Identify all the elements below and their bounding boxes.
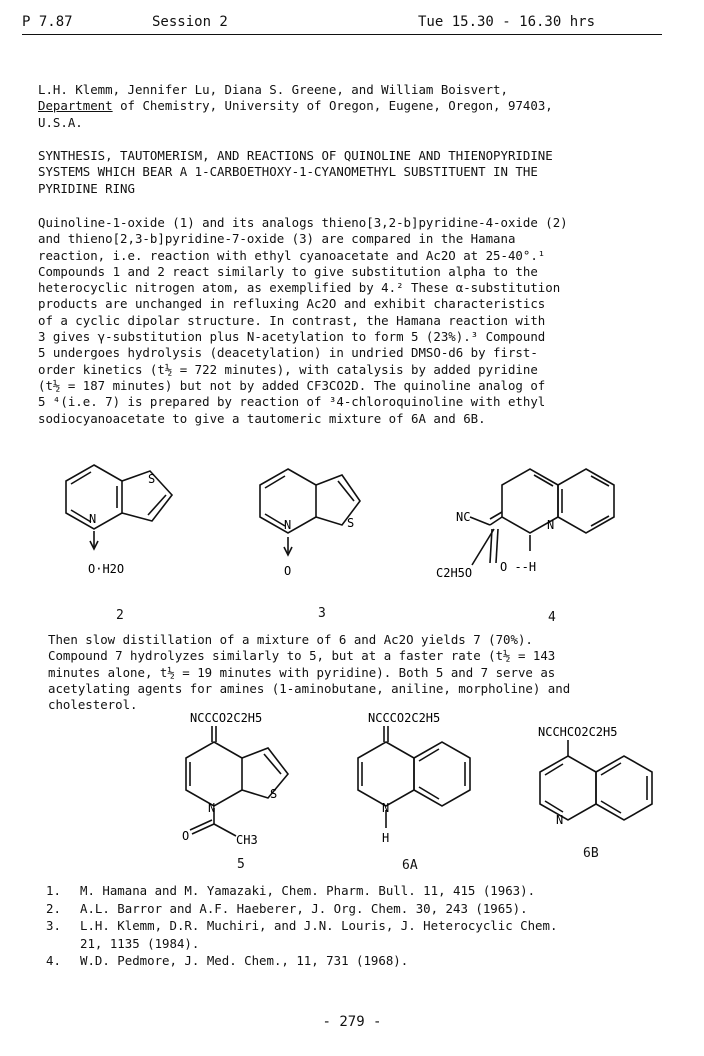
structure-3-substituent: O bbox=[284, 564, 292, 578]
abstract-line: Compounds 1 and 2 react similarly to give substitution alpha to the bbox=[38, 263, 538, 279]
compound-label-2: 2 bbox=[116, 608, 124, 623]
abstract-paragraph bbox=[38, 215, 678, 427]
abstract-line: 5 ⁴(i.e. 7) is prepared by reaction of ³4-chloroquinoline with ethyl bbox=[38, 394, 546, 410]
structure-6A-h: H bbox=[382, 831, 390, 845]
structure-3 bbox=[260, 469, 360, 555]
title-line: SYNTHESIS, TAUTOMERISM, AND REACTIONS OF QUINOLINE AND THIENOPYRIDINE bbox=[38, 148, 553, 163]
author-block bbox=[38, 82, 678, 131]
affiliation-line bbox=[38, 98, 678, 114]
country-line: U.S.A. bbox=[38, 114, 83, 130]
title-line: PYRIDINE RING bbox=[38, 180, 135, 196]
abstract-line: reaction, i.e. reaction with ethyl cyanoacetate and Ac2O at 25-40°.¹ bbox=[38, 247, 546, 263]
structure-2-n-atom: N bbox=[89, 512, 97, 526]
structure-3-s-atom: S bbox=[347, 516, 355, 530]
structure-6B bbox=[540, 740, 652, 820]
title-line: SYSTEMS WHICH BEAR A 1-CARBOETHOXY-1-CYANOMETHYL SUBSTITUENT IN THE bbox=[38, 164, 538, 180]
reference-list bbox=[46, 882, 557, 970]
abstract-line: (t½ = 187 minutes) but not by added CF3CO2D. The quinoline analog of bbox=[38, 377, 546, 393]
structure-4-nc: NC bbox=[456, 510, 471, 524]
abstract-line: products are unchanged in refluxing Ac2O and exhibit characteristics bbox=[38, 296, 546, 312]
body-line: Compound 7 hydrolyzes similarly to 5, but at a faster rate (t½ = 143 bbox=[48, 648, 556, 664]
abstract-line: of a cyclic dipolar structure. In contrast, the Hamana reaction with bbox=[38, 312, 546, 328]
compound-label-4: 4 bbox=[548, 610, 556, 625]
structure-6B-substituent: NCCHCO2C2H5 bbox=[538, 725, 618, 739]
structure-2 bbox=[66, 465, 172, 549]
structure-2-substituent: O·H2O bbox=[88, 562, 125, 576]
header-rule bbox=[22, 34, 662, 35]
structure-4-n-atom: N bbox=[547, 518, 555, 532]
reference-item: 2. A.L. Barror and A.F. Haeberer, J. Org. Chem. 30, 243 (1965). bbox=[46, 900, 528, 916]
structure-6B-n-atom: N bbox=[556, 813, 564, 827]
compound-label-3: 3 bbox=[318, 606, 326, 621]
abstract-line: order kinetics (t½ = 722 minutes), with catalysis by added pyridine bbox=[38, 361, 538, 377]
structures-row-1 bbox=[0, 455, 704, 640]
structure-5 bbox=[186, 726, 288, 836]
compound-label-6A: 6A bbox=[402, 858, 418, 873]
abstract-line: 3 gives γ-substitution plus N-acetylation to form 5 (23%).³ Compound bbox=[38, 329, 546, 345]
abstract-line: and thieno[2,3-b]pyridine-7-oxide (3) are compared in the Hamana bbox=[38, 231, 516, 247]
structure-4-ester: C2H5O bbox=[436, 566, 473, 580]
structure-5-methyl: CH3 bbox=[236, 833, 258, 847]
structure-5-o-atom: O bbox=[182, 829, 190, 843]
abstract-line: sodiocyanoacetate to give a tautomeric mixture of 6A and 6B. bbox=[38, 410, 486, 426]
structure-5-n-atom: N bbox=[208, 801, 216, 815]
reference-item: 1. M. Hamana and M. Yamazaki, Chem. Pharm. Bull. 11, 415 (1963). bbox=[46, 883, 536, 898]
structure-3-n-atom: N bbox=[284, 518, 292, 532]
structures-row-2 bbox=[0, 700, 704, 870]
abstract-line: heterocyclic nitrogen atom, as exemplified by 4.² These α-substitution bbox=[38, 280, 561, 296]
compound-label-5: 5 bbox=[237, 857, 245, 872]
session-time: Tue 15.30 - 16.30 hrs bbox=[418, 14, 596, 30]
paper-title bbox=[38, 148, 678, 197]
structure-5-substituent: NCCCO2C2H5 bbox=[190, 711, 263, 725]
structure-6A bbox=[358, 726, 470, 828]
structure-6A-n-atom: N bbox=[382, 801, 390, 815]
compound-label-6B: 6B bbox=[583, 846, 599, 861]
abstract-line: 5 undergoes hydrolysis (deacetylation) in undried DMSO-d6 by first- bbox=[38, 345, 538, 361]
body-line: minutes alone, t½ = 19 minutes with pyridine). Both 5 and 7 serve as bbox=[48, 664, 556, 680]
reference-item-continued: 21, 1135 (1984). bbox=[80, 935, 200, 951]
structure-2-s-atom: S bbox=[148, 472, 156, 486]
author-line: L.H. Klemm, Jennifer Lu, Diana S. Greene, and William Boisvert, bbox=[38, 82, 508, 97]
page-number: - 279 - bbox=[322, 1014, 382, 1030]
affiliation-rest: of Chemistry, University of Oregon, Eugene, Oregon, 97403, bbox=[112, 98, 553, 114]
session-label: Session 2 bbox=[152, 14, 228, 30]
abstract-line: Quinoline-1-oxide (1) and its analogs thieno[3,2-b]pyridine-4-oxide (2) bbox=[38, 215, 568, 230]
department-label: Department bbox=[38, 98, 113, 114]
reference-item: 4. W.D. Pedmore, J. Med. Chem., 11, 731 (1968). bbox=[46, 953, 409, 968]
reference-item: 3. L.H. Klemm, D.R. Muchiri, and J.N. Louris, J. Heterocyclic Chem. bbox=[46, 918, 558, 933]
body-line: Then slow distillation of a mixture of 6 and Ac2O yields 7 (70%). bbox=[48, 632, 533, 647]
paper-id: P 7.87 bbox=[22, 14, 73, 30]
structure-6A-substituent: NCCCO2C2H5 bbox=[368, 711, 441, 725]
structure-5-s-atom: S bbox=[270, 787, 278, 801]
structure-4-hbond: O --H bbox=[500, 560, 537, 574]
body-line: cholesterol. bbox=[48, 697, 138, 713]
structure-4 bbox=[470, 469, 614, 565]
body-line: acetylating agents for amines (1-aminobutane, aniline, morpholine) and bbox=[48, 680, 571, 696]
